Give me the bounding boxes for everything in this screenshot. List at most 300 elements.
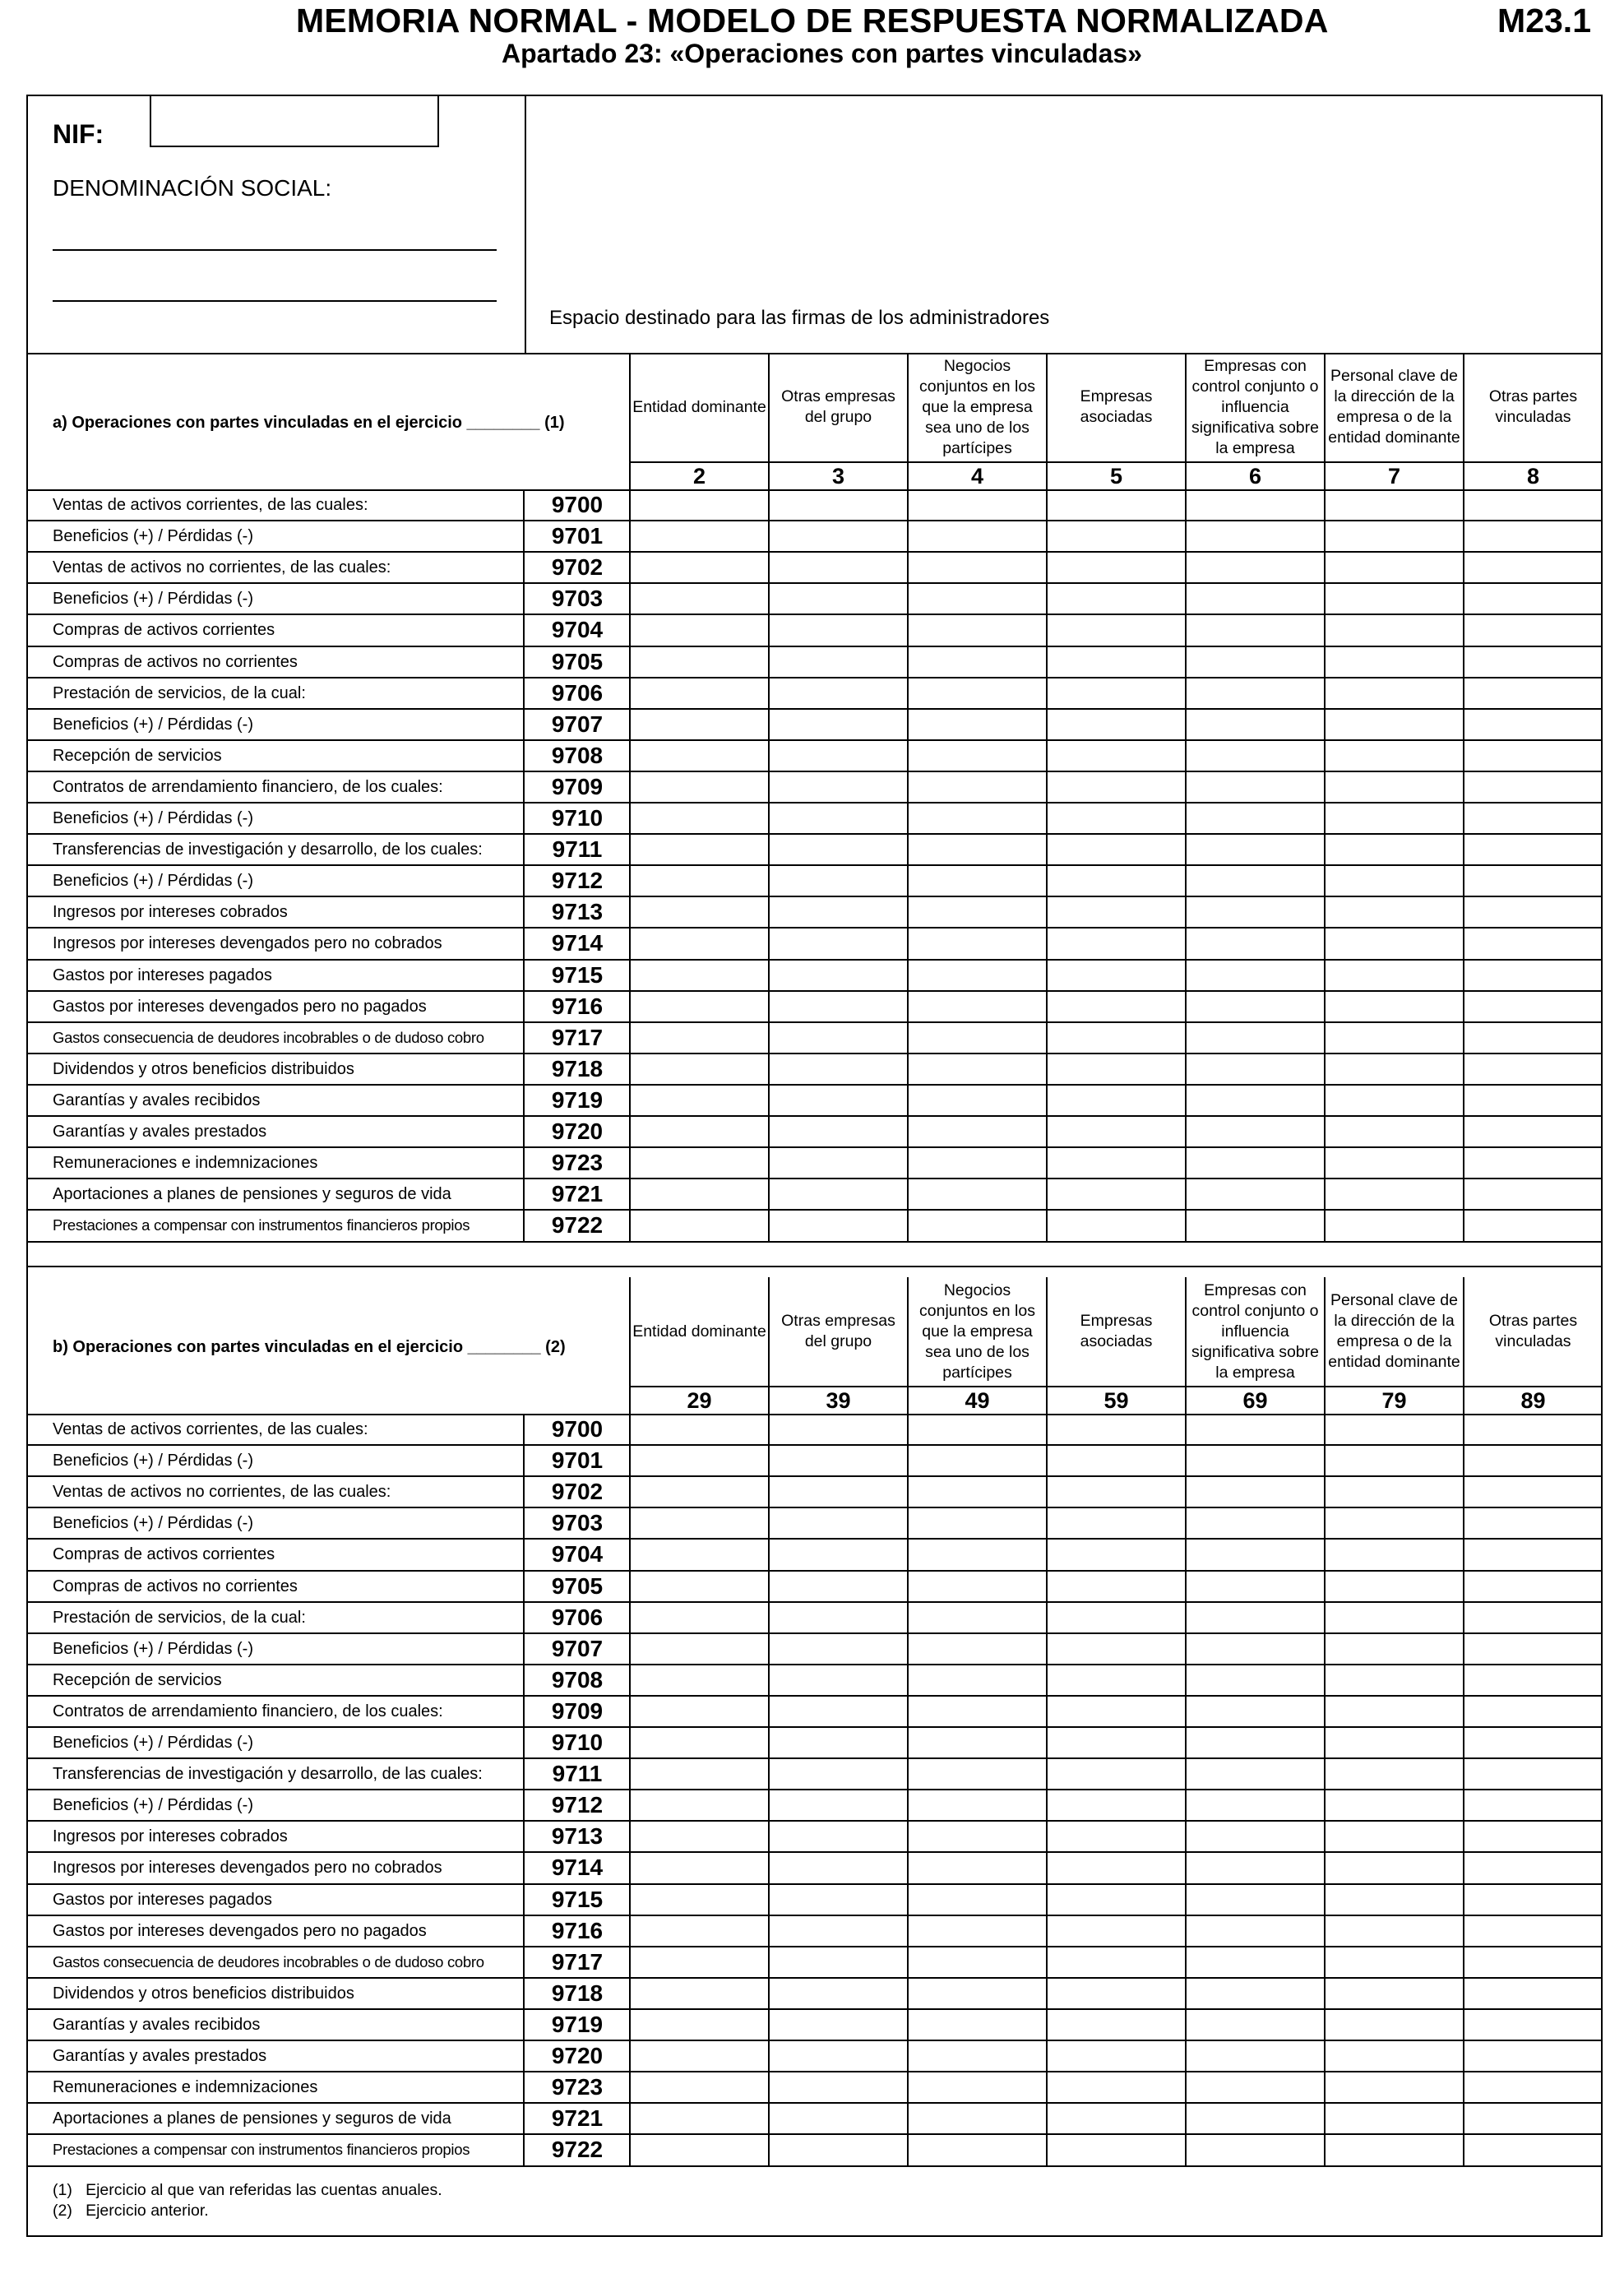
value-cell[interactable] xyxy=(1464,834,1602,865)
value-cell[interactable] xyxy=(1326,991,1463,1022)
value-cell[interactable] xyxy=(631,1210,768,1241)
value-cell[interactable] xyxy=(1187,1978,1324,2009)
value-cell[interactable] xyxy=(770,1539,907,1570)
value-cell[interactable] xyxy=(770,1210,907,1241)
value-cell[interactable] xyxy=(1464,2134,1602,2165)
value-cell[interactable] xyxy=(909,834,1046,865)
value-cell[interactable] xyxy=(909,1696,1046,1727)
value-cell[interactable] xyxy=(1048,1821,1185,1852)
value-cell[interactable] xyxy=(770,1884,907,1915)
value-cell[interactable] xyxy=(1187,2103,1324,2134)
value-cell[interactable] xyxy=(1187,771,1324,803)
value-cell[interactable] xyxy=(1326,1022,1463,1054)
value-cell[interactable] xyxy=(1187,1696,1324,1727)
value-cell[interactable] xyxy=(1326,834,1463,865)
value-cell[interactable] xyxy=(770,1476,907,1507)
value-cell[interactable] xyxy=(1187,1414,1324,1445)
value-cell[interactable] xyxy=(909,614,1046,646)
value-cell[interactable] xyxy=(631,1727,768,1758)
value-cell[interactable] xyxy=(1326,740,1463,771)
value-cell[interactable] xyxy=(1187,1727,1324,1758)
value-cell[interactable] xyxy=(631,1602,768,1633)
value-cell[interactable] xyxy=(1464,865,1602,896)
value-cell[interactable] xyxy=(1464,803,1602,834)
value-cell[interactable] xyxy=(770,489,907,521)
value-cell[interactable] xyxy=(1326,803,1463,834)
value-cell[interactable] xyxy=(770,740,907,771)
value-cell[interactable] xyxy=(1464,896,1602,928)
value-cell[interactable] xyxy=(1048,771,1185,803)
value-cell[interactable] xyxy=(631,552,768,583)
value-cell[interactable] xyxy=(1048,1727,1185,1758)
value-cell[interactable] xyxy=(909,740,1046,771)
value-cell[interactable] xyxy=(631,1821,768,1852)
value-cell[interactable] xyxy=(1048,489,1185,521)
value-cell[interactable] xyxy=(631,1696,768,1727)
value-cell[interactable] xyxy=(909,1054,1046,1085)
denominacion-line-1[interactable] xyxy=(53,249,497,251)
value-cell[interactable] xyxy=(1048,1085,1185,1116)
value-cell[interactable] xyxy=(1048,709,1185,740)
value-cell[interactable] xyxy=(1326,2072,1463,2103)
value-cell[interactable] xyxy=(1326,709,1463,740)
value-cell[interactable] xyxy=(909,1947,1046,1978)
value-cell[interactable] xyxy=(909,646,1046,678)
value-cell[interactable] xyxy=(631,834,768,865)
value-cell[interactable] xyxy=(909,2040,1046,2072)
value-cell[interactable] xyxy=(1048,2009,1185,2040)
value-cell[interactable] xyxy=(1326,552,1463,583)
value-cell[interactable] xyxy=(631,1179,768,1210)
value-cell[interactable] xyxy=(1464,678,1602,709)
value-cell[interactable] xyxy=(1326,678,1463,709)
value-cell[interactable] xyxy=(1187,1179,1324,1210)
value-cell[interactable] xyxy=(1187,1665,1324,1696)
value-cell[interactable] xyxy=(770,1758,907,1790)
value-cell[interactable] xyxy=(1048,1947,1185,1978)
value-cell[interactable] xyxy=(1048,2040,1185,2072)
value-cell[interactable] xyxy=(1187,552,1324,583)
value-cell[interactable] xyxy=(1048,2072,1185,2103)
value-cell[interactable] xyxy=(631,489,768,521)
value-cell[interactable] xyxy=(909,2009,1046,2040)
value-cell[interactable] xyxy=(1048,521,1185,552)
value-cell[interactable] xyxy=(1048,583,1185,614)
value-cell[interactable] xyxy=(1326,1414,1463,1445)
value-cell[interactable] xyxy=(1464,2040,1602,2072)
value-cell[interactable] xyxy=(631,991,768,1022)
value-cell[interactable] xyxy=(1187,2040,1324,2072)
value-cell[interactable] xyxy=(909,1085,1046,1116)
value-cell[interactable] xyxy=(770,709,907,740)
value-cell[interactable] xyxy=(1187,521,1324,552)
value-cell[interactable] xyxy=(1464,1085,1602,1116)
value-cell[interactable] xyxy=(1326,521,1463,552)
value-cell[interactable] xyxy=(1048,991,1185,1022)
value-cell[interactable] xyxy=(909,489,1046,521)
value-cell[interactable] xyxy=(909,1790,1046,1821)
value-cell[interactable] xyxy=(909,709,1046,740)
value-cell[interactable] xyxy=(631,646,768,678)
value-cell[interactable] xyxy=(1464,1147,1602,1179)
value-cell[interactable] xyxy=(1187,1852,1324,1883)
value-cell[interactable] xyxy=(909,1665,1046,1696)
value-cell[interactable] xyxy=(1464,771,1602,803)
value-cell[interactable] xyxy=(770,1696,907,1727)
value-cell[interactable] xyxy=(909,2103,1046,2134)
value-cell[interactable] xyxy=(631,1884,768,1915)
value-cell[interactable] xyxy=(631,803,768,834)
value-cell[interactable] xyxy=(1464,489,1602,521)
value-cell[interactable] xyxy=(770,1179,907,1210)
value-cell[interactable] xyxy=(1326,1821,1463,1852)
value-cell[interactable] xyxy=(631,1665,768,1696)
value-cell[interactable] xyxy=(1048,1022,1185,1054)
value-cell[interactable] xyxy=(1464,1758,1602,1790)
value-cell[interactable] xyxy=(1326,1947,1463,1978)
value-cell[interactable] xyxy=(1187,709,1324,740)
value-cell[interactable] xyxy=(1464,552,1602,583)
value-cell[interactable] xyxy=(1187,2134,1324,2165)
value-cell[interactable] xyxy=(909,1414,1046,1445)
value-cell[interactable] xyxy=(631,1147,768,1179)
value-cell[interactable] xyxy=(1326,1665,1463,1696)
value-cell[interactable] xyxy=(1464,991,1602,1022)
value-cell[interactable] xyxy=(1048,1179,1185,1210)
value-cell[interactable] xyxy=(770,583,907,614)
value-cell[interactable] xyxy=(1464,1507,1602,1539)
value-cell[interactable] xyxy=(631,1947,768,1978)
value-cell[interactable] xyxy=(1048,740,1185,771)
value-cell[interactable] xyxy=(1187,1633,1324,1665)
value-cell[interactable] xyxy=(770,552,907,583)
value-cell[interactable] xyxy=(1048,1507,1185,1539)
value-cell[interactable] xyxy=(1464,1116,1602,1147)
value-cell[interactable] xyxy=(1048,834,1185,865)
value-cell[interactable] xyxy=(1048,1414,1185,1445)
value-cell[interactable] xyxy=(770,991,907,1022)
value-cell[interactable] xyxy=(1048,865,1185,896)
value-cell[interactable] xyxy=(1326,1507,1463,1539)
value-cell[interactable] xyxy=(1326,1445,1463,1476)
value-cell[interactable] xyxy=(631,928,768,959)
value-cell[interactable] xyxy=(1464,1210,1602,1241)
value-cell[interactable] xyxy=(1326,2040,1463,2072)
value-cell[interactable] xyxy=(1187,740,1324,771)
value-cell[interactable] xyxy=(909,1210,1046,1241)
value-cell[interactable] xyxy=(1326,1539,1463,1570)
value-cell[interactable] xyxy=(1187,834,1324,865)
value-cell[interactable] xyxy=(909,1116,1046,1147)
value-cell[interactable] xyxy=(770,1571,907,1602)
value-cell[interactable] xyxy=(1187,678,1324,709)
value-cell[interactable] xyxy=(631,1445,768,1476)
value-cell[interactable] xyxy=(1464,740,1602,771)
value-cell[interactable] xyxy=(1187,2009,1324,2040)
value-cell[interactable] xyxy=(1187,1884,1324,1915)
value-cell[interactable] xyxy=(909,1507,1046,1539)
value-cell[interactable] xyxy=(1464,521,1602,552)
value-cell[interactable] xyxy=(1187,1476,1324,1507)
value-cell[interactable] xyxy=(1187,896,1324,928)
value-cell[interactable] xyxy=(1464,1539,1602,1570)
value-cell[interactable] xyxy=(631,1571,768,1602)
value-cell[interactable] xyxy=(909,583,1046,614)
value-cell[interactable] xyxy=(909,2072,1046,2103)
value-cell[interactable] xyxy=(1464,1633,1602,1665)
value-cell[interactable] xyxy=(770,1085,907,1116)
value-cell[interactable] xyxy=(770,1852,907,1883)
value-cell[interactable] xyxy=(1326,1633,1463,1665)
value-cell[interactable] xyxy=(909,1571,1046,1602)
value-cell[interactable] xyxy=(1326,1915,1463,1947)
value-cell[interactable] xyxy=(1326,2009,1463,2040)
value-cell[interactable] xyxy=(631,2134,768,2165)
value-cell[interactable] xyxy=(1187,583,1324,614)
value-cell[interactable] xyxy=(909,1633,1046,1665)
value-cell[interactable] xyxy=(1048,1884,1185,1915)
value-cell[interactable] xyxy=(909,521,1046,552)
value-cell[interactable] xyxy=(631,678,768,709)
value-cell[interactable] xyxy=(631,1758,768,1790)
value-cell[interactable] xyxy=(1326,771,1463,803)
value-cell[interactable] xyxy=(631,2040,768,2072)
value-cell[interactable] xyxy=(1326,1696,1463,1727)
value-cell[interactable] xyxy=(770,1054,907,1085)
value-cell[interactable] xyxy=(1464,1445,1602,1476)
value-cell[interactable] xyxy=(1464,1915,1602,1947)
value-cell[interactable] xyxy=(1464,1978,1602,2009)
value-cell[interactable] xyxy=(1187,2072,1324,2103)
value-cell[interactable] xyxy=(770,2009,907,2040)
value-cell[interactable] xyxy=(1048,803,1185,834)
value-cell[interactable] xyxy=(770,1821,907,1852)
value-cell[interactable] xyxy=(909,2134,1046,2165)
value-cell[interactable] xyxy=(631,583,768,614)
value-cell[interactable] xyxy=(631,1085,768,1116)
value-cell[interactable] xyxy=(1048,646,1185,678)
value-cell[interactable] xyxy=(1464,1696,1602,1727)
value-cell[interactable] xyxy=(1464,1947,1602,1978)
value-cell[interactable] xyxy=(770,2040,907,2072)
value-cell[interactable] xyxy=(1326,2134,1463,2165)
value-cell[interactable] xyxy=(770,1790,907,1821)
value-cell[interactable] xyxy=(1326,1085,1463,1116)
value-cell[interactable] xyxy=(1464,2009,1602,2040)
value-cell[interactable] xyxy=(631,1054,768,1085)
value-cell[interactable] xyxy=(1326,1884,1463,1915)
value-cell[interactable] xyxy=(1464,709,1602,740)
value-cell[interactable] xyxy=(1187,1022,1324,1054)
value-cell[interactable] xyxy=(1464,2103,1602,2134)
value-cell[interactable] xyxy=(770,865,907,896)
value-cell[interactable] xyxy=(909,1022,1046,1054)
value-cell[interactable] xyxy=(1048,678,1185,709)
value-cell[interactable] xyxy=(909,1147,1046,1179)
value-cell[interactable] xyxy=(770,646,907,678)
value-cell[interactable] xyxy=(1464,1665,1602,1696)
value-cell[interactable] xyxy=(1048,1696,1185,1727)
value-cell[interactable] xyxy=(631,1539,768,1570)
value-cell[interactable] xyxy=(1187,991,1324,1022)
value-cell[interactable] xyxy=(1187,803,1324,834)
value-cell[interactable] xyxy=(770,1633,907,1665)
value-cell[interactable] xyxy=(909,991,1046,1022)
value-cell[interactable] xyxy=(770,960,907,991)
value-cell[interactable] xyxy=(1187,614,1324,646)
value-cell[interactable] xyxy=(1187,1445,1324,1476)
value-cell[interactable] xyxy=(909,1915,1046,1947)
value-cell[interactable] xyxy=(1187,1147,1324,1179)
value-cell[interactable] xyxy=(909,1179,1046,1210)
value-cell[interactable] xyxy=(1464,1054,1602,1085)
value-cell[interactable] xyxy=(770,1947,907,1978)
value-cell[interactable] xyxy=(631,2072,768,2103)
value-cell[interactable] xyxy=(1048,1445,1185,1476)
value-cell[interactable] xyxy=(1326,1179,1463,1210)
value-cell[interactable] xyxy=(631,740,768,771)
value-cell[interactable] xyxy=(1048,1758,1185,1790)
value-cell[interactable] xyxy=(909,1821,1046,1852)
value-cell[interactable] xyxy=(1464,614,1602,646)
value-cell[interactable] xyxy=(909,1602,1046,1633)
value-cell[interactable] xyxy=(909,678,1046,709)
value-cell[interactable] xyxy=(1464,1821,1602,1852)
value-cell[interactable] xyxy=(631,1978,768,2009)
value-cell[interactable] xyxy=(1326,1116,1463,1147)
value-cell[interactable] xyxy=(770,1602,907,1633)
value-cell[interactable] xyxy=(1326,1054,1463,1085)
value-cell[interactable] xyxy=(1187,1602,1324,1633)
value-cell[interactable] xyxy=(909,1445,1046,1476)
value-cell[interactable] xyxy=(631,614,768,646)
value-cell[interactable] xyxy=(770,2072,907,2103)
value-cell[interactable] xyxy=(1464,1022,1602,1054)
value-cell[interactable] xyxy=(770,678,907,709)
value-cell[interactable] xyxy=(1187,928,1324,959)
value-cell[interactable] xyxy=(909,960,1046,991)
value-cell[interactable] xyxy=(1326,865,1463,896)
value-cell[interactable] xyxy=(1326,2103,1463,2134)
value-cell[interactable] xyxy=(770,1022,907,1054)
value-cell[interactable] xyxy=(631,1116,768,1147)
value-cell[interactable] xyxy=(1464,928,1602,959)
value-cell[interactable] xyxy=(1464,646,1602,678)
value-cell[interactable] xyxy=(1187,1821,1324,1852)
value-cell[interactable] xyxy=(1464,583,1602,614)
value-cell[interactable] xyxy=(1464,2072,1602,2103)
value-cell[interactable] xyxy=(1187,1507,1324,1539)
value-cell[interactable] xyxy=(1048,1852,1185,1883)
value-cell[interactable] xyxy=(909,1727,1046,1758)
value-cell[interactable] xyxy=(1326,583,1463,614)
value-cell[interactable] xyxy=(631,960,768,991)
value-cell[interactable] xyxy=(770,2103,907,2134)
value-cell[interactable] xyxy=(631,1852,768,1883)
value-cell[interactable] xyxy=(909,1476,1046,1507)
value-cell[interactable] xyxy=(1187,960,1324,991)
value-cell[interactable] xyxy=(1048,896,1185,928)
value-cell[interactable] xyxy=(1187,1054,1324,1085)
value-cell[interactable] xyxy=(770,614,907,646)
value-cell[interactable] xyxy=(1048,1915,1185,1947)
value-cell[interactable] xyxy=(1048,1116,1185,1147)
value-cell[interactable] xyxy=(909,928,1046,959)
value-cell[interactable] xyxy=(631,709,768,740)
value-cell[interactable] xyxy=(1048,1054,1185,1085)
value-cell[interactable] xyxy=(1326,1571,1463,1602)
value-cell[interactable] xyxy=(631,1414,768,1445)
value-cell[interactable] xyxy=(770,1147,907,1179)
value-cell[interactable] xyxy=(1187,1571,1324,1602)
value-cell[interactable] xyxy=(1048,928,1185,959)
value-cell[interactable] xyxy=(1048,960,1185,991)
value-cell[interactable] xyxy=(770,1915,907,1947)
value-cell[interactable] xyxy=(631,1476,768,1507)
value-cell[interactable] xyxy=(1048,614,1185,646)
value-cell[interactable] xyxy=(1048,1476,1185,1507)
value-cell[interactable] xyxy=(770,2134,907,2165)
value-cell[interactable] xyxy=(1326,1727,1463,1758)
value-cell[interactable] xyxy=(909,896,1046,928)
value-cell[interactable] xyxy=(1048,2134,1185,2165)
value-cell[interactable] xyxy=(1326,614,1463,646)
value-cell[interactable] xyxy=(1326,1210,1463,1241)
value-cell[interactable] xyxy=(1326,960,1463,991)
value-cell[interactable] xyxy=(1048,1978,1185,2009)
value-cell[interactable] xyxy=(1048,1571,1185,1602)
value-cell[interactable] xyxy=(1326,1978,1463,2009)
value-cell[interactable] xyxy=(631,521,768,552)
value-cell[interactable] xyxy=(1464,1476,1602,1507)
value-cell[interactable] xyxy=(1464,1571,1602,1602)
value-cell[interactable] xyxy=(909,1852,1046,1883)
value-cell[interactable] xyxy=(1187,646,1324,678)
value-cell[interactable] xyxy=(631,1022,768,1054)
value-cell[interactable] xyxy=(770,896,907,928)
value-cell[interactable] xyxy=(1464,1179,1602,1210)
value-cell[interactable] xyxy=(1048,2103,1185,2134)
value-cell[interactable] xyxy=(909,1539,1046,1570)
value-cell[interactable] xyxy=(631,771,768,803)
value-cell[interactable] xyxy=(770,771,907,803)
value-cell[interactable] xyxy=(770,1978,907,2009)
value-cell[interactable] xyxy=(1187,865,1324,896)
value-cell[interactable] xyxy=(631,1507,768,1539)
value-cell[interactable] xyxy=(1048,1790,1185,1821)
value-cell[interactable] xyxy=(909,1758,1046,1790)
value-cell[interactable] xyxy=(631,896,768,928)
value-cell[interactable] xyxy=(1048,1633,1185,1665)
value-cell[interactable] xyxy=(909,865,1046,896)
value-cell[interactable] xyxy=(770,834,907,865)
value-cell[interactable] xyxy=(909,771,1046,803)
value-cell[interactable] xyxy=(1048,1539,1185,1570)
value-cell[interactable] xyxy=(631,1633,768,1665)
value-cell[interactable] xyxy=(1464,1884,1602,1915)
value-cell[interactable] xyxy=(1326,1758,1463,1790)
value-cell[interactable] xyxy=(1048,1665,1185,1696)
value-cell[interactable] xyxy=(631,1790,768,1821)
value-cell[interactable] xyxy=(770,1727,907,1758)
value-cell[interactable] xyxy=(909,552,1046,583)
value-cell[interactable] xyxy=(1464,960,1602,991)
value-cell[interactable] xyxy=(1048,1147,1185,1179)
value-cell[interactable] xyxy=(770,1116,907,1147)
value-cell[interactable] xyxy=(1464,1414,1602,1445)
value-cell[interactable] xyxy=(1048,552,1185,583)
value-cell[interactable] xyxy=(1187,1085,1324,1116)
